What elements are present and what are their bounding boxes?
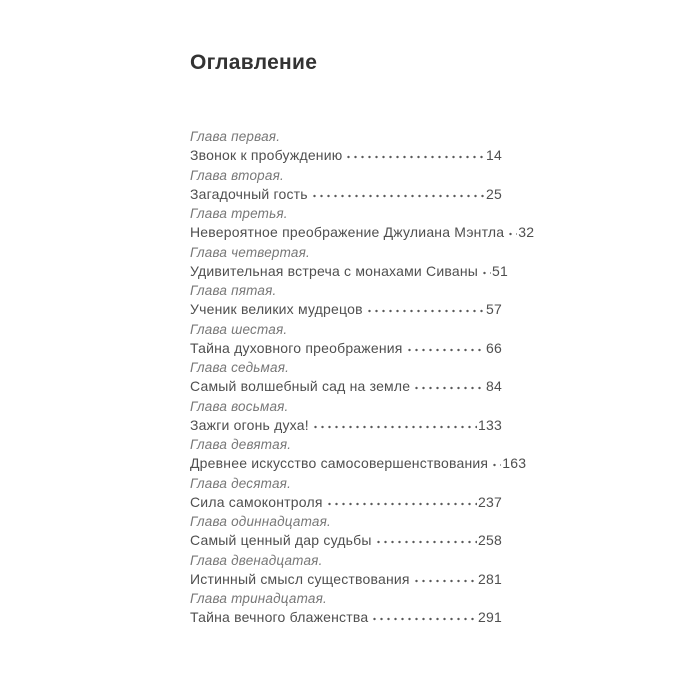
chapter-label: Глава первая. <box>190 129 281 144</box>
dot-leader <box>326 495 477 507</box>
toc-entry <box>190 320 502 359</box>
toc-entry-row <box>190 377 502 397</box>
dot-leader <box>311 187 485 199</box>
toc-entry-row <box>190 300 502 320</box>
chapter-title: Древнее искусство самосовершенствования <box>190 455 489 471</box>
chapter-title: Самый ценный дар судьбы <box>190 532 372 548</box>
table-of-contents <box>190 127 535 628</box>
page-number: 258 <box>478 532 502 548</box>
page-number: 57 <box>486 301 502 317</box>
chapter-title: Сила самоконтроля <box>190 493 323 510</box>
page-title: Оглавление <box>190 51 318 74</box>
toc-entry-row <box>190 185 502 205</box>
chapter-label: Глава восьмая. <box>190 398 289 414</box>
toc-entry-row <box>190 339 502 359</box>
page-number: 281 <box>478 570 502 587</box>
chapter-title: Удивительная встреча с монахами Сиваны <box>190 262 479 279</box>
chapter-title: Тайна вечного блаженства <box>190 609 369 625</box>
chapter-label: Глава вторая. <box>190 167 284 183</box>
chapter-label: Глава тринадцатая. <box>190 591 327 606</box>
chapter-label: Глава одиннадцатая. <box>190 514 331 529</box>
chapter-label: Глава двенадцатая. <box>190 552 323 568</box>
page-number: 66 <box>486 339 502 356</box>
dot-leader <box>491 456 501 468</box>
dot-leader <box>312 418 477 430</box>
toc-entry-row <box>190 146 502 166</box>
toc-entry <box>190 435 527 474</box>
toc-entry <box>190 551 502 590</box>
dot-leader <box>481 264 491 276</box>
dot-leader <box>413 572 477 584</box>
toc-entry <box>190 281 502 320</box>
page-number: 32 <box>518 224 535 240</box>
toc-entry <box>190 243 509 282</box>
page-number: 291 <box>478 609 502 625</box>
page-number: 51 <box>492 262 509 279</box>
toc-entry-row <box>190 262 509 282</box>
toc-entry-row <box>190 223 535 243</box>
dot-leader <box>371 610 477 622</box>
toc-entry-row <box>190 416 502 436</box>
toc-entry <box>190 358 502 397</box>
chapter-label: Глава шестая. <box>190 321 288 337</box>
page-number: 84 <box>486 378 502 394</box>
toc-entry-row <box>190 493 502 513</box>
dot-leader <box>406 341 485 353</box>
chapter-label: Глава пятая. <box>190 283 277 298</box>
dot-leader <box>366 302 485 314</box>
toc-entry <box>190 474 502 513</box>
chapter-title: Невероятное преображение Джулиана Мэнтла <box>190 224 505 240</box>
page-number: 25 <box>486 185 502 202</box>
toc-entry <box>190 397 502 436</box>
dot-leader <box>375 533 477 545</box>
chapter-label: Глава десятая. <box>190 475 292 491</box>
chapter-title: Ученик великих мудрецов <box>190 301 363 317</box>
page-number: 133 <box>478 416 502 433</box>
chapter-label: Глава четвертая. <box>190 244 310 260</box>
toc-entry <box>190 512 502 551</box>
page-number: 237 <box>478 493 502 510</box>
chapter-label: Глава седьмая. <box>190 360 290 375</box>
chapter-label: Глава третья. <box>190 206 288 221</box>
toc-entry <box>190 589 502 628</box>
toc-entry <box>190 204 535 243</box>
dot-leader <box>507 225 517 237</box>
toc-entry <box>190 127 502 166</box>
chapter-title: Зажги огонь духа! <box>190 416 309 433</box>
toc-entry-row <box>190 454 527 474</box>
chapter-title: Тайна духовного преображения <box>190 339 403 356</box>
toc-entry-row <box>190 570 502 590</box>
chapter-title: Загадочный гость <box>190 185 308 202</box>
dot-leader <box>413 379 485 391</box>
toc-entry-row <box>190 608 502 628</box>
toc-entry <box>190 166 502 205</box>
toc-entry-row <box>190 531 502 551</box>
chapter-title: Звонок к пробуждению <box>190 147 343 163</box>
chapter-title: Истинный смысл существования <box>190 570 410 587</box>
dot-leader <box>345 148 485 160</box>
chapter-title: Самый волшебный сад на земле <box>190 378 411 394</box>
chapter-label: Глава девятая. <box>190 437 292 452</box>
page-number: 163 <box>502 455 527 471</box>
page-number: 14 <box>486 147 502 163</box>
